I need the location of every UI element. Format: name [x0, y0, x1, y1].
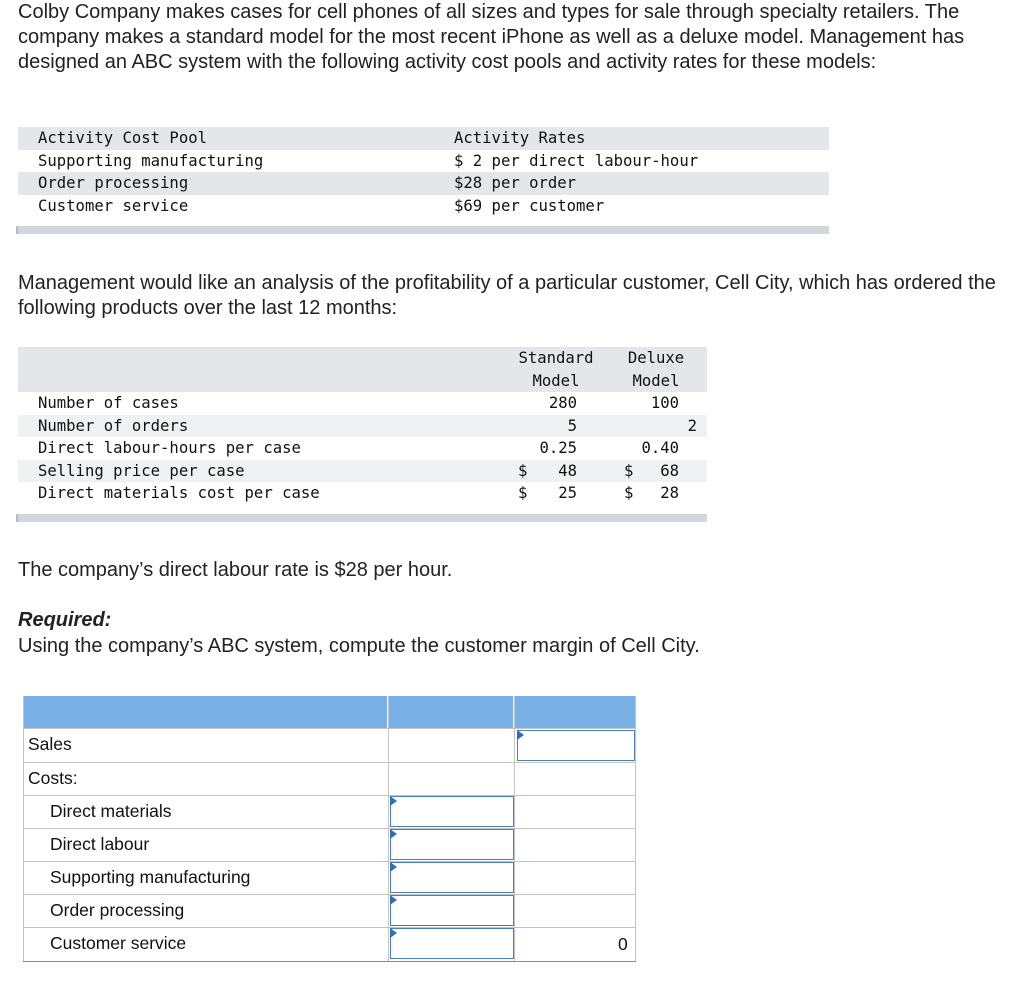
row-label: Number of cases: [38, 394, 179, 412]
divider: [514, 696, 515, 962]
table-scrollbar: [16, 514, 707, 522]
analysis-paragraph: Management would like an analysis of the profitability of a particular customer, Cell City, which has ordered the following products over the last 12 months:: [18, 272, 996, 319]
divider: [388, 696, 389, 962]
input-flag-icon: [390, 829, 397, 839]
standard-value: 5: [567, 416, 577, 435]
divider: [635, 696, 636, 962]
currency-symbol: $: [624, 484, 634, 502]
table-scrollbar: [16, 226, 829, 234]
answer-header-cell: [515, 696, 636, 728]
input-flag-icon: [390, 796, 397, 806]
header-deluxe-line2: Model: [632, 371, 680, 390]
header-deluxe-line1: Deluxe: [627, 349, 685, 367]
labour-rate-text: The company’s direct labour rate is $28 per hour.: [18, 559, 453, 581]
table-row: [18, 482, 707, 505]
divider: [23, 762, 636, 763]
currency-symbol: $: [518, 461, 528, 480]
divider: [23, 696, 24, 962]
intro-paragraph: Colby Company makes cases for cell phones of all sizes and types for sale through specialty retailers. The company makes a standard model for the most recent iPhone as well as a deluxe model. Management has designed an ABC system with the following activity cost pools and activity rates for these models:: [18, 1, 965, 73]
direct-labour-label: Direct labour: [50, 834, 150, 854]
cost-pool-label: Customer service: [38, 196, 189, 215]
cost-pool-label: Order processing: [38, 174, 189, 192]
activity-rate-value: $69 per customer: [454, 196, 605, 215]
input-flag-icon: [390, 862, 397, 872]
costs-label: Costs:: [28, 768, 78, 788]
deluxe-value: 0.40: [641, 439, 679, 457]
cost-pool-label: Supporting manufacturing: [38, 151, 264, 170]
sales-label: Sales: [28, 734, 72, 754]
products-table: [18, 347, 707, 505]
activity-rates-table: [18, 127, 829, 217]
input-flag-icon: [517, 730, 524, 740]
table-row: [18, 392, 707, 415]
direct-materials-input[interactable]: [390, 796, 514, 827]
input-flag-icon: [390, 928, 397, 938]
answer-header-cell: [389, 696, 513, 728]
table-row: [18, 460, 707, 483]
supporting-manufacturing-label: Supporting manufacturing: [50, 867, 251, 887]
deluxe-value: 2: [687, 416, 697, 435]
deluxe-value: 100: [650, 394, 679, 412]
table-header-row: [18, 127, 829, 150]
supporting-manufacturing-input[interactable]: [390, 862, 514, 893]
row-label: Direct materials cost per case: [38, 484, 320, 502]
standard-value: 25: [558, 484, 577, 502]
input-flag-icon: [390, 895, 397, 905]
header-activity-cost-pool: Activity Cost Pool: [38, 129, 207, 147]
order-processing-input[interactable]: [390, 895, 514, 926]
sales-input[interactable]: [517, 730, 635, 761]
customer-service-input[interactable]: [390, 928, 514, 959]
total-costs-value: 0: [618, 934, 628, 954]
products-header-row: [18, 347, 707, 392]
standard-value: 0.25: [539, 439, 577, 457]
standard-value: 280: [548, 394, 577, 412]
table-row: [18, 437, 707, 460]
row-label: Direct labour-hours per case: [38, 439, 301, 457]
row-label: Selling price per case: [38, 461, 245, 480]
activity-rate-value: $28 per order: [454, 174, 577, 192]
table-row: [18, 172, 829, 195]
deluxe-value: 68: [660, 461, 679, 480]
table-row: [18, 150, 829, 173]
customer-service-label: Customer service: [50, 933, 187, 953]
answer-table: [23, 696, 636, 962]
currency-symbol: $: [518, 484, 528, 502]
divider: [23, 728, 636, 729]
answer-header-cell: [23, 696, 387, 728]
header-activity-rates: Activity Rates: [454, 129, 586, 147]
standard-value: 48: [558, 461, 577, 480]
deluxe-value: 28: [660, 484, 679, 502]
table-row: [18, 415, 707, 438]
header-standard-line2: Model: [532, 371, 580, 390]
direct-labour-input[interactable]: [390, 829, 514, 860]
table-row: [18, 195, 829, 218]
currency-symbol: $: [624, 461, 634, 480]
activity-rate-value: $ 2 per direct labour-hour: [454, 151, 699, 170]
required-text: Using the company’s ABC system, compute the customer margin of Cell City.: [18, 635, 700, 657]
direct-materials-label: Direct materials: [50, 801, 172, 821]
order-processing-label: Order processing: [50, 900, 185, 920]
row-label: Number of orders: [38, 416, 189, 435]
header-standard-line1: Standard: [518, 349, 594, 367]
divider: [23, 961, 636, 962]
required-heading: Required:: [18, 609, 112, 631]
